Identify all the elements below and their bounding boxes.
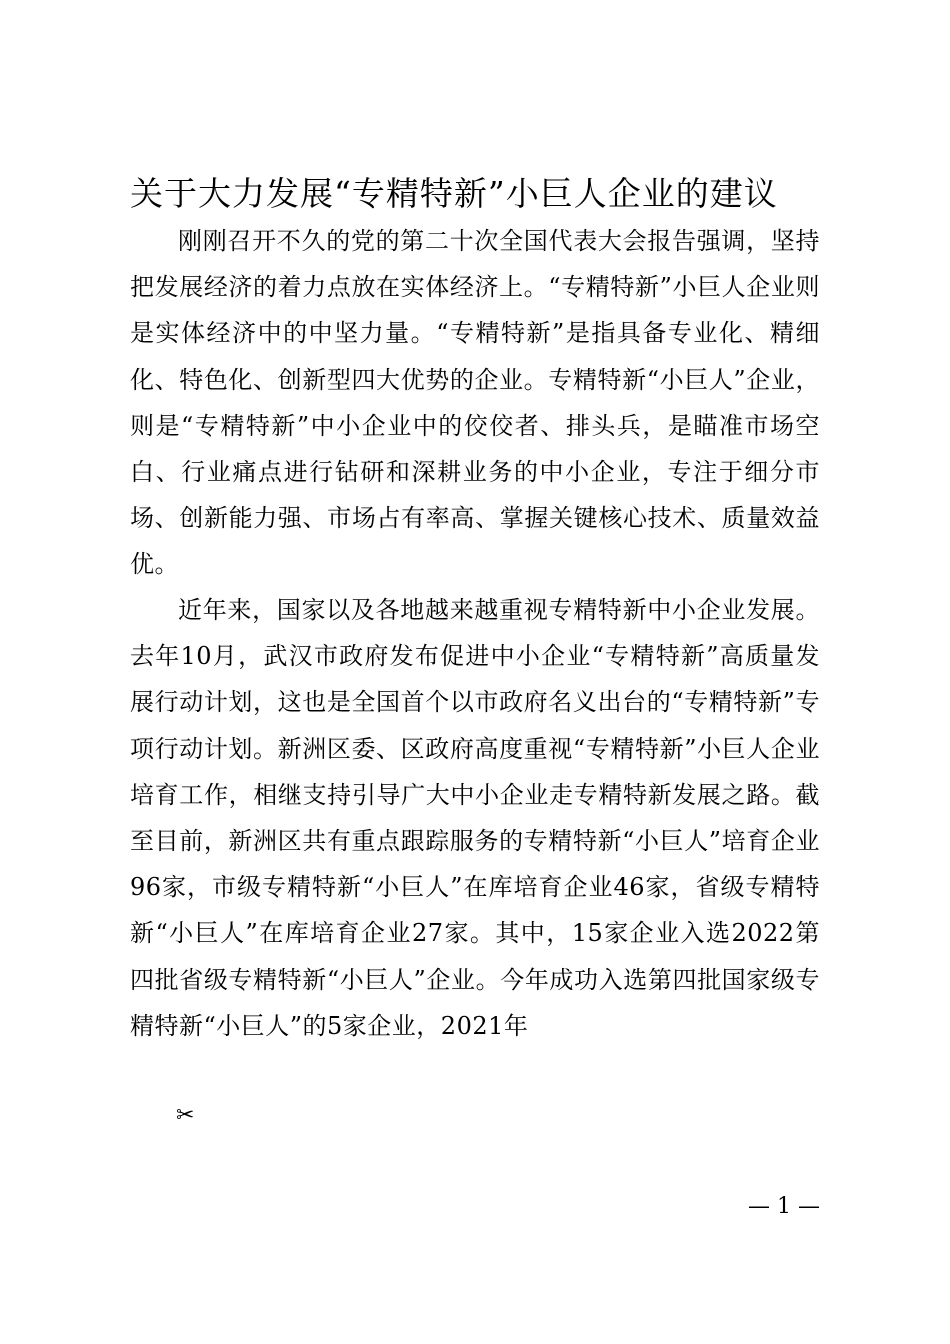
paragraph: 刚刚召开不久的党的第二十次全国代表大会报告强调，坚持把发展经济的着力点放在实体经济上。“专精特新”小巨人企业则是实体经济中的中坚力量。“专精特新”是指具备专业化、精细化、特色化、创新型四大优势的企业。专精特新“小巨人”企业，则是“专精特新”中小企业中的佼佼者、排头兵，是瞄准市场空白、行业痛点进行钻研和深耕业务的中小企业，专注于细分市场、创新能力强、市场占有率高、掌握关键核心技术、质量效益优。 bbox=[130, 227, 820, 579]
scissors-icon: ✂ bbox=[176, 1103, 195, 1128]
page-number: — 1 — bbox=[748, 1194, 820, 1219]
paragraph: 近年来，国家以及各地越来越重视专精特新中小企业发展。去年10月，武汉市政府发布促进中小企业“专精特新”高质量发展行动计划，这也是全国首个以市政府名义出台的“专精特新”专项行动计划。新洲区委、区政府高度重视“专精特新”小巨人企业培育工作，相继支持引导广大中小企业走专精特新发展之路。截至目前，新洲区共有重点跟踪服务的专精特新“小巨人”培育企业96家，市级专精特新“小巨人”在库培育企业46家，省级专精特新“小巨人”在库培育企业27家。其中，15家企业入选2022第四批省级专精特新“小巨人”企业。今年成功入选第四批国家级专精特新“小巨人”的5家企业，2021年 bbox=[130, 596, 820, 1040]
document-title: 关于大力发展“专精特新”小巨人企业的建议 bbox=[130, 174, 778, 213]
